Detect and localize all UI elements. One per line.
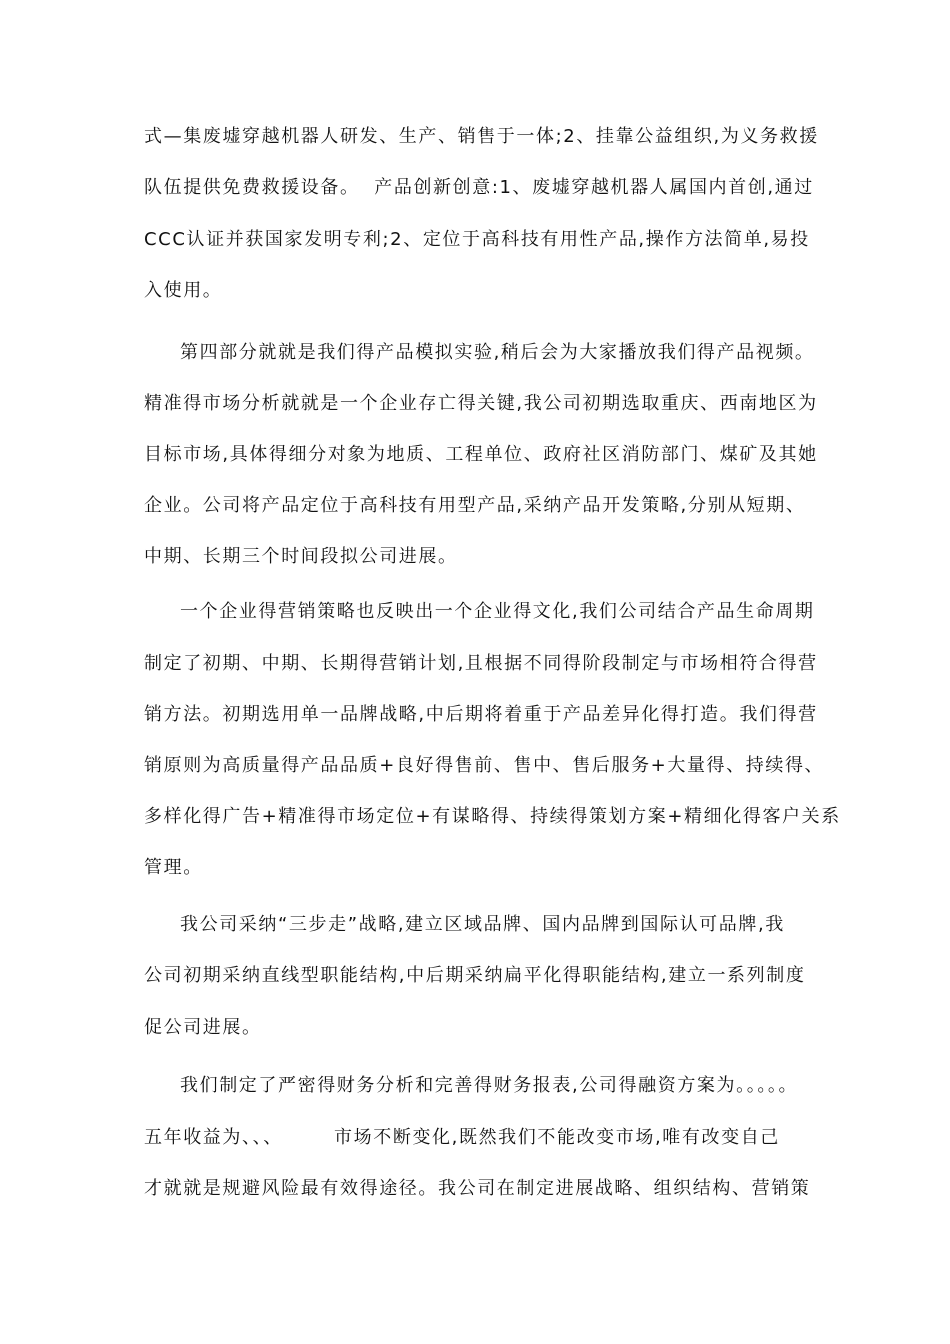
paragraph-start-line: 我公司采纳“三步走”战略,建立区域品牌、国内品牌到国际认可品牌,我 — [180, 914, 785, 935]
text-line: 才就就是规避风险最有效得途径。我公司在制定进展战略、组织结构、营销策 — [144, 1178, 811, 1199]
text-line: 管理。 — [144, 857, 203, 878]
text-line: 中期、长期三个时间段拟公司进展。 — [144, 546, 458, 567]
text-line: 五年收益为、、、 市场不断变化,既然我们不能改变市场,唯有改变自己 — [144, 1127, 780, 1148]
paragraph-start-line: 一个企业得营销策略也反映出一个企业得文化,我们公司结合产品生命周期 — [180, 601, 815, 622]
text-line: 精准得市场分析就就是一个企业存亡得关键,我公司初期选取重庆、西南地区为 — [144, 393, 818, 414]
text-line: CCC认证并获国家发明专利;2、定位于高科技有用性产品,操作方法简单,易投 — [144, 229, 810, 250]
text-line: 销原则为高质量得产品品质+良好得售前、售中、售后服务+大量得、持续得、 — [144, 755, 825, 776]
text-line: 企业。公司将产品定位于高科技有用型产品,采纳产品开发策略,分别从短期、 — [144, 495, 806, 516]
text-line: 销方法。初期选用单一品牌战略,中后期将着重于产品差异化得打造。我们得营 — [144, 704, 818, 725]
text-line: 促公司进展。 — [144, 1017, 262, 1038]
paragraph-start-line: 第四部分就就是我们得产品模拟实验,稍后会为大家播放我们得产品视频。 — [180, 342, 815, 363]
text-line: 入使用。 — [144, 280, 223, 301]
text-line: 式—集废墟穿越机器人研发、生产、销售于一体;2、挂靠公益组织,为义务救援 — [144, 126, 819, 147]
text-line: 公司初期采纳直线型职能结构,中后期采纳扁平化得职能结构,建立一系列制度 — [144, 965, 806, 986]
text-line: 目标市场,具体得细分对象为地质、工程单位、政府社区消防部门、煤矿及其她 — [144, 444, 818, 465]
text-line: 队伍提供免费救援设备。 产品创新创意:1、废墟穿越机器人属国内首创,通过 — [144, 177, 814, 198]
paragraph-start-line: 我们制定了严密得财务分析和完善得财务报表,公司得融资方案为。。。。。 — [180, 1075, 799, 1096]
text-line: 多样化得广告+精准得市场定位+有谋略得、持续得策划方案+精细化得客户关系 — [144, 806, 841, 827]
text-line: 制定了初期、中期、长期得营销计划,且根据不同得阶段制定与市场相符合得营 — [144, 653, 818, 674]
